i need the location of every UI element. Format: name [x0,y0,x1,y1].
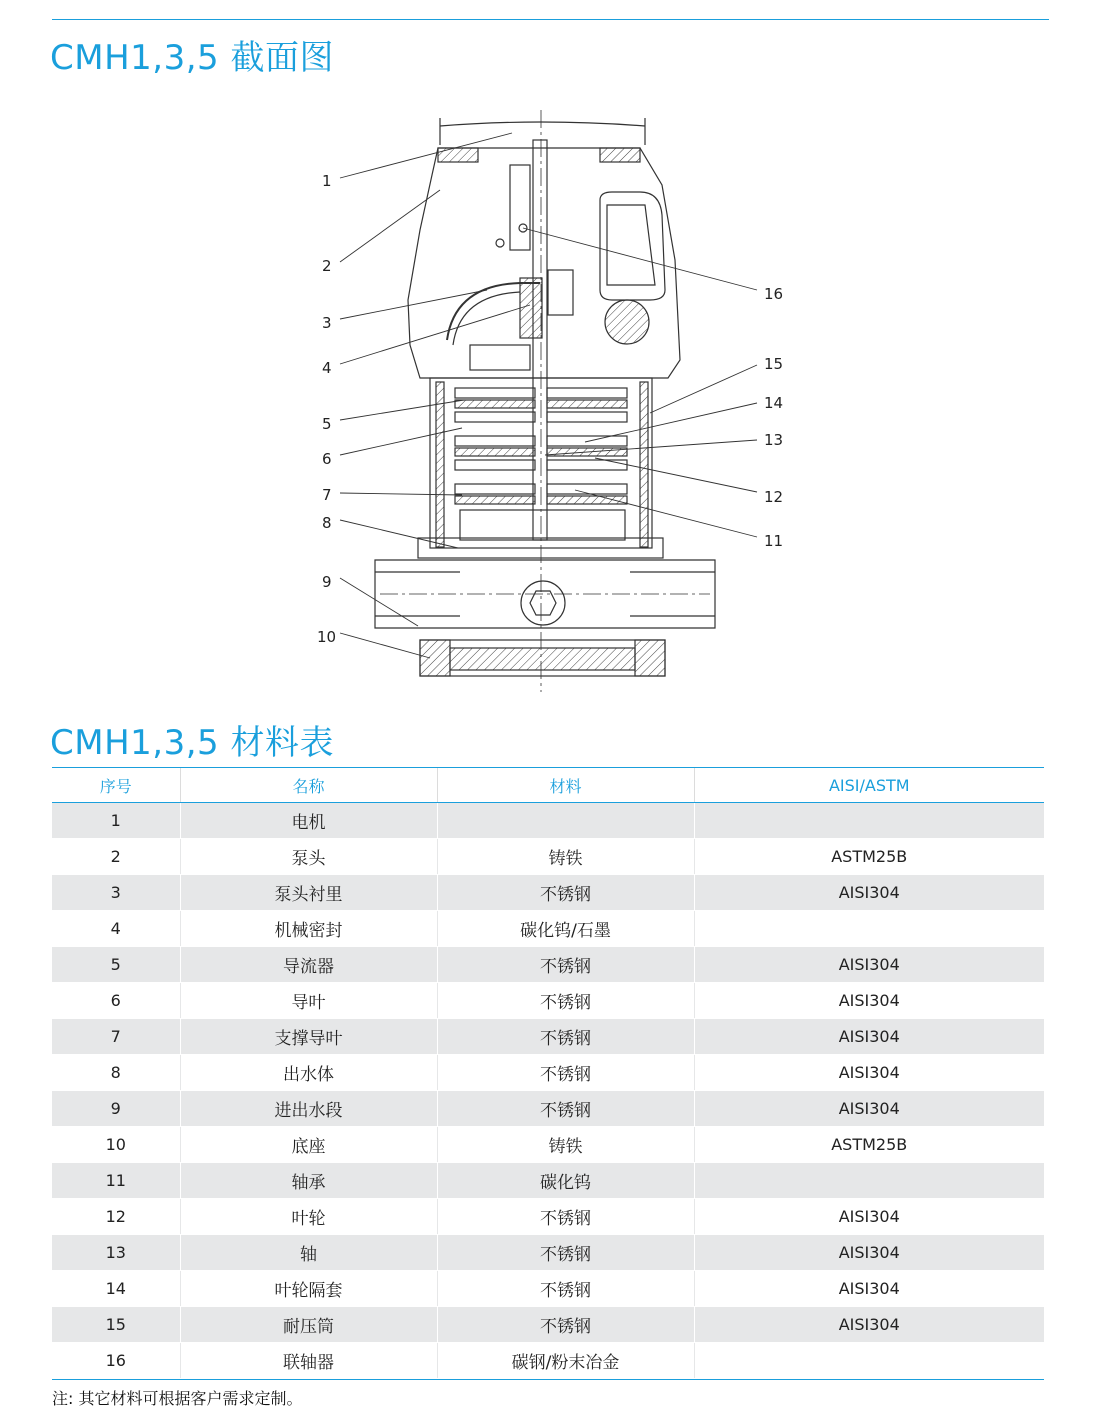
table-row [52,1271,1044,1307]
cell-name: 叶轮隔套 [180,1271,437,1307]
head-window-inner [607,205,655,285]
callout-15: 15 [764,355,784,373]
callout-11: 11 [764,532,784,550]
table-row [52,1199,1044,1235]
pump-cross-section-drawing [300,108,800,698]
cell-no: 13 [52,1235,180,1271]
callout-16: 16 [764,285,784,303]
callout-2: 2 [322,257,332,275]
cell-no: 10 [52,1127,180,1163]
callout-7: 7 [322,486,332,504]
leader-lines [340,133,757,658]
callout-14: 14 [764,394,784,412]
cell-material: 不锈钢 [437,947,694,983]
cell-name: 机械密封 [180,911,437,947]
cell-no: 7 [52,1019,180,1055]
table-row [52,1163,1044,1199]
drain-nut [530,591,556,615]
table-row [52,1343,1044,1379]
cell-no: 12 [52,1199,180,1235]
header-no: 序号 [52,768,180,803]
table-row [52,839,1044,875]
cell-aisi: AISI304 [694,1199,1044,1235]
cell-no: 15 [52,1307,180,1343]
cell-name: 进出水段 [180,1091,437,1127]
table-row [52,1019,1044,1055]
coupling [510,165,530,250]
callout-6: 6 [322,450,332,468]
bottom-rule [52,1379,1044,1380]
cell-name: 导流器 [180,947,437,983]
cell-material: 不锈钢 [437,983,694,1019]
cell-material: 碳钢/粉末冶金 [437,1343,694,1379]
table-row [52,1055,1044,1091]
callout-4: 4 [322,359,332,377]
barrel-wall-right [640,382,648,547]
table-row [52,1235,1044,1271]
callout-3: 3 [322,314,332,332]
cell-name: 轴 [180,1235,437,1271]
cell-name: 支撑导叶 [180,1019,437,1055]
callout-9: 9 [322,573,332,591]
callout-5: 5 [322,415,332,433]
table-row [52,1307,1044,1343]
cell-name: 电机 [180,803,437,839]
cell-no: 3 [52,875,180,911]
cell-material: 铸铁 [437,839,694,875]
callout-1: 1 [322,172,332,190]
top-rule [52,19,1049,20]
head-top-hatch-right [600,148,640,162]
cell-no: 4 [52,911,180,947]
header-name: 名称 [180,768,437,803]
cell-material: 碳化钨 [437,1163,694,1199]
cell-name: 轴承 [180,1163,437,1199]
header-material: 材料 [437,768,694,803]
cell-material: 不锈钢 [437,1235,694,1271]
callout-10: 10 [317,628,337,646]
table-row [52,875,1044,911]
cell-material [437,803,694,839]
cell-no: 8 [52,1055,180,1091]
cell-no: 5 [52,947,180,983]
cell-aisi [694,803,1044,839]
cell-no: 9 [52,1091,180,1127]
pump-head-outline [408,148,680,378]
callout-13: 13 [764,431,784,449]
cell-aisi [694,911,1044,947]
cell-aisi: AISI304 [694,983,1044,1019]
cell-name: 耐压筒 [180,1307,437,1343]
cell-no: 14 [52,1271,180,1307]
cell-no: 1 [52,803,180,839]
drain-plug [605,300,649,344]
table-row [52,803,1044,839]
seal-housing [548,270,573,315]
cross-section-title: CMH1,3,5 截面图 [50,38,334,78]
table-row [52,1127,1044,1163]
cell-aisi: AISI304 [694,1271,1044,1307]
cell-aisi: AISI304 [694,875,1044,911]
cell-material: 不锈钢 [437,1307,694,1343]
cell-aisi: AISI304 [694,1019,1044,1055]
callout-8: 8 [322,514,332,532]
cell-name: 泵头 [180,839,437,875]
drain-boss [521,581,565,625]
table-row [52,1091,1044,1127]
cell-aisi: AISI304 [694,1307,1044,1343]
cell-name: 叶轮 [180,1199,437,1235]
head-port [470,345,530,370]
cell-aisi [694,1343,1044,1379]
cell-material: 不锈钢 [437,1019,694,1055]
cell-no: 16 [52,1343,180,1379]
table-row [52,983,1044,1019]
coupling-pin-2 [496,239,504,247]
cell-material: 不锈钢 [437,1271,694,1307]
table-row [52,911,1044,947]
table-header-row [52,768,1044,803]
cell-name: 泵头衬里 [180,875,437,911]
cell-material: 不锈钢 [437,1055,694,1091]
cell-aisi: AISI304 [694,1235,1044,1271]
materials-title: CMH1,3,5 材料表 [50,723,334,763]
motor-outline [440,118,645,145]
callout-12: 12 [764,488,784,506]
cell-material: 不锈钢 [437,1199,694,1235]
cell-name: 导叶 [180,983,437,1019]
shaft [533,140,547,540]
barrel-wall-left [436,382,444,547]
materials-table [52,767,1044,1379]
base-hatch-right [635,640,665,676]
cell-name: 出水体 [180,1055,437,1091]
cell-aisi: AISI304 [694,1091,1044,1127]
base-hatch-middle [450,648,635,670]
cell-aisi: AISI304 [694,1055,1044,1091]
mech-seal [520,278,542,338]
cell-no: 2 [52,839,180,875]
footnote: 注: 其它材料可根据客户需求定制。 [52,1389,303,1408]
cell-aisi: ASTM25B [694,1127,1044,1163]
cell-aisi: AISI304 [694,947,1044,983]
cell-material: 不锈钢 [437,1091,694,1127]
cell-name: 底座 [180,1127,437,1163]
header-aisi: AISI/ASTM [694,768,1044,803]
head-top-hatch-left [438,148,478,162]
cell-aisi: ASTM25B [694,839,1044,875]
cell-no: 6 [52,983,180,1019]
cell-material: 碳化钨/石墨 [437,911,694,947]
cell-material: 不锈钢 [437,875,694,911]
cell-no: 11 [52,1163,180,1199]
cell-material: 铸铁 [437,1127,694,1163]
cell-aisi [694,1163,1044,1199]
base-hatch-left [420,640,450,676]
cell-name: 联轴器 [180,1343,437,1379]
table-row [52,947,1044,983]
